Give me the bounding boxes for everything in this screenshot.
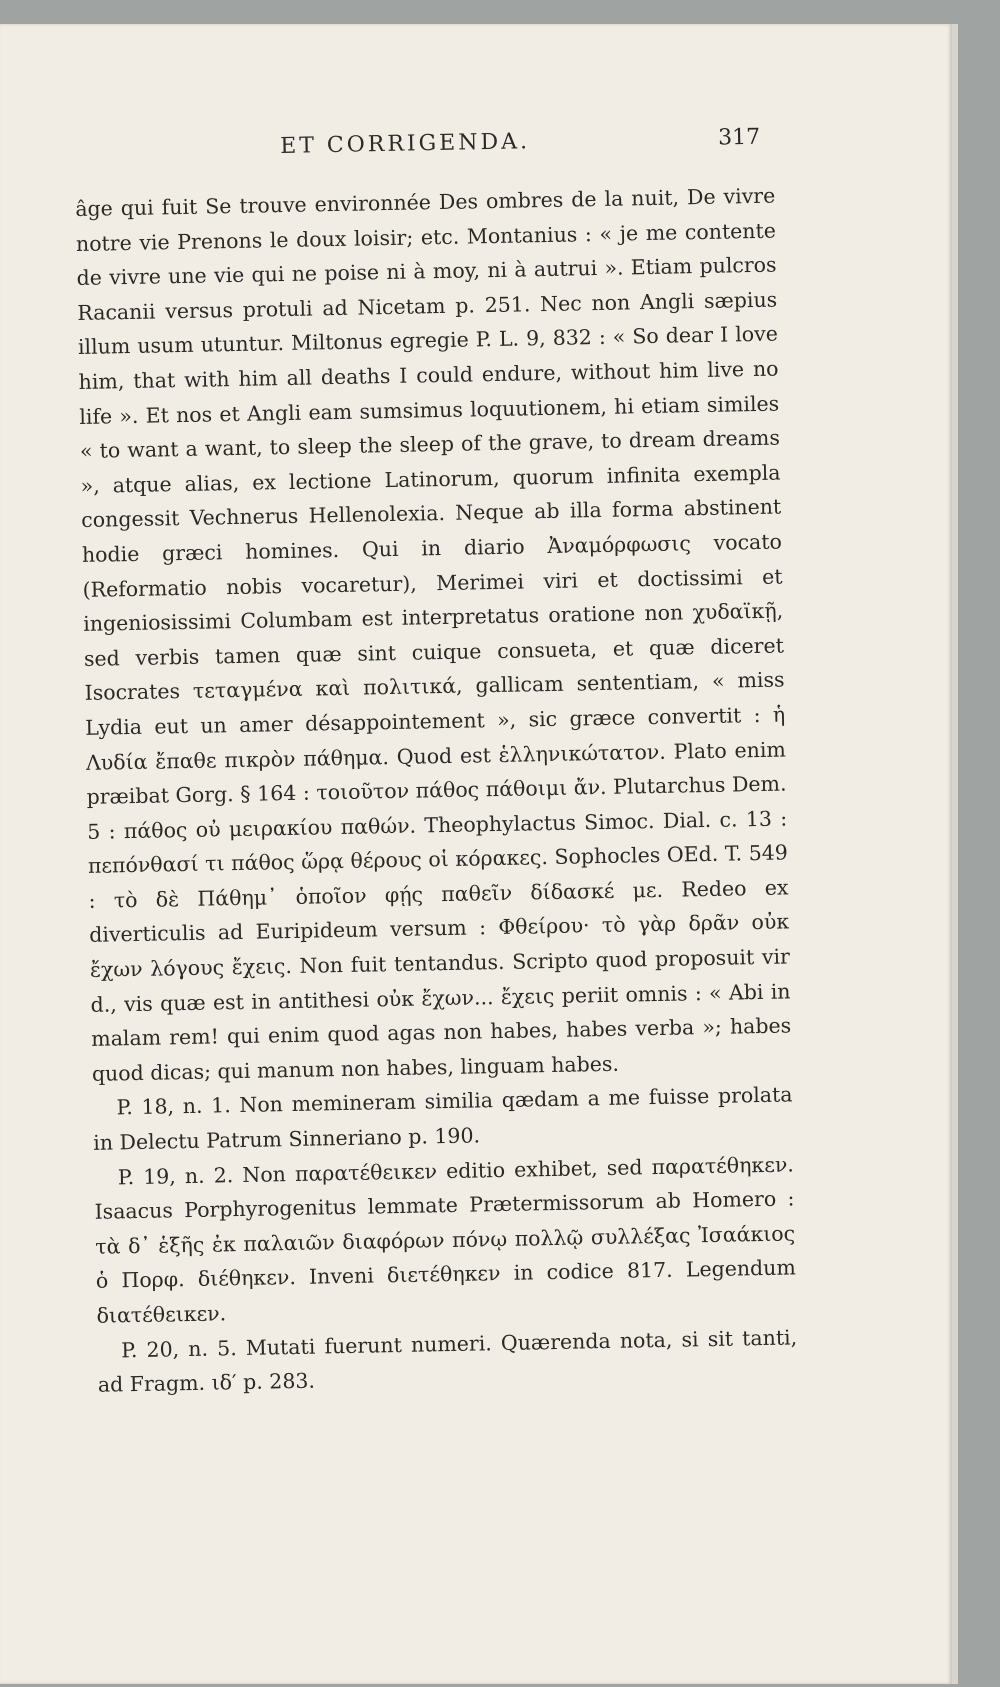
- paragraph-continuation: âge qui fuit Se trouve environnée Des ombres de la nuit, De vivre notre vie Prenons le doux loisir; etc. Montanius : « je me contente de vivre une vie qui ne poise ni à moy, ni à autrui ». Etiam pulcros Racanii versus protuli ad Nicetam p. 251. Nec non Angli sæpius illum usum utuntur. Miltonus egregie P. L. 9, 832 : « So dear I love him, that with him all deaths I could endure, without him live no life ». Et nos et Angli eam sumsimus loquutionem, hi etiam similes « to want a want, to sleep the sleep of the grave, to dream dreams », atque alias, ex lectione Latinorum, quorum infinita exempla congessit Vechnerus Hellenolexia. Neque ab illa forma abstinent hodie græci homines. Qui in diario Ἀναμόρφωσις vocato (Reformatio nobis vocaretur), Merimei viri et doctissimi et ingeniosissimi Columbam est interpretatus oratione non χυδαϊκῇ, sed verbis tamen quæ sint cuique consueta, et quæ diceret Isocrates τεταγμένα καὶ πολιτικά, gallicam sententiam, « miss Lydia eut un amer désappointement », sic græce convertit : ἡ Λυδία ἔπαθε πικρὸν πάθημα. Quod est ἑλληνικώτατον. Plato enim præibat Gorg. § 164 : τοιοῦτον πάθος πάθοιμι ἄν. Plutarchus Dem. 5 : πάθος οὐ μειρακίου παθών. Theophylactus Simoc. Dial. c. 13 : πεπόνθασί τι πάθος ὥρᾳ θέρους οἱ κόρακες. Sophocles OEd. T. 549 : τὸ δὲ Πάθημ᾽ ὁποῖον φῄς παθεῖν δίδασκέ με. Redeo ex diverticulis ad Euripideum versum : Φθείρου· τὸ γὰρ δρᾶν οὐκ ἔχων λόγους ἔχεις. Non fuit tentandus. Scripto quod proposuit vir d., vis quæ est in antithesi οὐκ ἔχων... ἔχεις periit omnis : « Abi in malam rem! qui enim quod agas non habes, habes verba »; habes quod dicas; qui manum non habes, linguam habes.: [75, 183, 792, 1086]
- body-text: [75, 179, 798, 1403]
- page-number: 317: [717, 124, 761, 151]
- page-edge: [952, 24, 958, 1684]
- paragraph-note-p19: P. 19, n. 2. Non παρατέθεικεν editio exhibet, sed παρατέθηκεν. Isaacus Porphyrogenitus lemmate Prætermissorum ab Homero : τὰ δ᾽ ἑξῆς ἐκ παλαιῶν διαφόρων πόνῳ πολλῷ συλλέξας Ἰσαάκιος ὁ Πορφ. διέθηκεν. Inveni διετέθηκεν in codice 817. Legendum διατέθεικεν.: [94, 1152, 797, 1328]
- paragraph-note-p18: P. 18, n. 1. Non memineram similia qædam a me fuisse prolata in Delectu Patrum Sinneriano p. 190.: [93, 1082, 793, 1155]
- paragraph-note-p20: P. 20, n. 5. Mutati fuerunt numeri. Quærenda nota, si sit tanti, ad Fragm. ιδ′ p. 283.: [97, 1324, 798, 1397]
- running-head: ET CORRIGENDA.: [279, 129, 531, 159]
